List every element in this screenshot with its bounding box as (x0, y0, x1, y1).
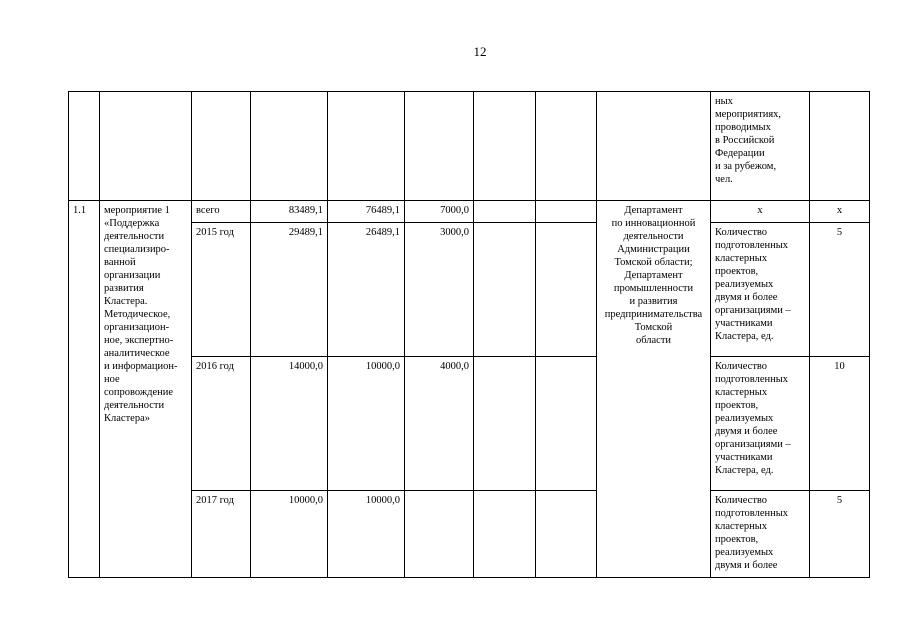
total-cell (251, 357, 328, 491)
indicator-value: 5 (836, 227, 843, 238)
funding-cell (328, 491, 405, 578)
row-index: 1.1 (73, 205, 87, 216)
indicator-cell (711, 357, 810, 491)
indicator-text: Количество подготовленных кластерных проектов, реализуемых двумя и более организациями – участниками Кластера, ед. (715, 227, 791, 342)
period-label: всего (196, 205, 220, 216)
funding-cell (405, 491, 474, 578)
table-row (69, 201, 870, 223)
table-cell (69, 92, 100, 201)
total-cell (251, 491, 328, 578)
period-cell (192, 201, 251, 223)
funding-cell (328, 223, 405, 357)
row-index-cell (69, 201, 100, 578)
table-cell (251, 92, 328, 201)
table-cell (536, 201, 597, 223)
period-cell (192, 491, 251, 578)
indicator-cell (711, 223, 810, 357)
total-cell (251, 201, 328, 223)
period-cell (192, 223, 251, 357)
funding-cell (405, 201, 474, 223)
indicator-value-cell (810, 201, 870, 223)
indicator-cell (711, 201, 810, 223)
indicator-text: Количество подготовленных кластерных проектов, реализуемых двумя и более организациями – участниками Кластера, ед. (715, 361, 791, 476)
period-cell (192, 357, 251, 491)
funding-value: 10000,0 (365, 495, 400, 506)
period-label: 2015 год (196, 227, 234, 238)
period-label: 2016 год (196, 361, 234, 372)
funding-cell (328, 201, 405, 223)
table-cell (597, 92, 711, 201)
activity-name-cell (100, 201, 192, 578)
funding-cell (405, 357, 474, 491)
total-value: 83489,1 (288, 205, 323, 216)
indicator-value: 10 (834, 361, 845, 372)
indicator-value: 5 (836, 495, 843, 506)
period-label: 2017 год (196, 495, 234, 506)
table-cell (328, 92, 405, 201)
total-value: 10000,0 (288, 495, 323, 506)
table-cell (192, 92, 251, 201)
funding-value: 4000,0 (440, 361, 469, 372)
funding-value: 10000,0 (365, 361, 400, 372)
table-cell (474, 92, 536, 201)
funding-value: 3000,0 (440, 227, 469, 238)
continuation-row (69, 92, 870, 201)
funding-cell (405, 223, 474, 357)
table-cell (474, 201, 536, 223)
indicator-text: х (757, 205, 763, 216)
program-table (68, 91, 870, 578)
total-cell (251, 223, 328, 357)
table-cell (405, 92, 474, 201)
table-cell (536, 491, 597, 578)
continued-indicator-text: ных мероприятиях, проводимых в Российской Федерации и за рубежом, чел. (715, 96, 782, 185)
indicator-value-cell (810, 491, 870, 578)
page-number: 12 (473, 44, 487, 59)
activity-name: мероприятие 1 «Поддержка деятельности специализиро- ванной организации развития Кластера. Методическое, организацион- ное, экспертно- аналитическое и информацион- ное сопровождение деятельности Кластера» (104, 205, 178, 424)
table-cell (536, 92, 597, 201)
total-value: 29489,1 (288, 227, 323, 238)
table-cell (474, 223, 536, 357)
indicator-text: Количество подготовленных кластерных проектов, реализуемых двумя и более (715, 495, 789, 571)
table-cell (474, 357, 536, 491)
indicator-cell (711, 491, 810, 578)
indicator-value: х (836, 205, 843, 216)
table-cell (536, 357, 597, 491)
indicator-cell (711, 92, 810, 201)
funding-value: 7000,0 (440, 205, 469, 216)
total-value: 14000,0 (288, 361, 323, 372)
table-cell (536, 223, 597, 357)
executor-text: Департамент по инновационной деятельности Администрации Томской области; Департамент промышленности и развития предпринимательства Томской области (604, 205, 703, 346)
funding-value: 76489,1 (365, 205, 400, 216)
indicator-value-cell (810, 223, 870, 357)
table-cell (100, 92, 192, 201)
funding-value: 26489,1 (365, 227, 400, 238)
executor-cell (597, 201, 711, 578)
funding-cell (328, 357, 405, 491)
indicator-value-cell (810, 357, 870, 491)
table-cell (810, 92, 870, 201)
table-cell (474, 491, 536, 578)
